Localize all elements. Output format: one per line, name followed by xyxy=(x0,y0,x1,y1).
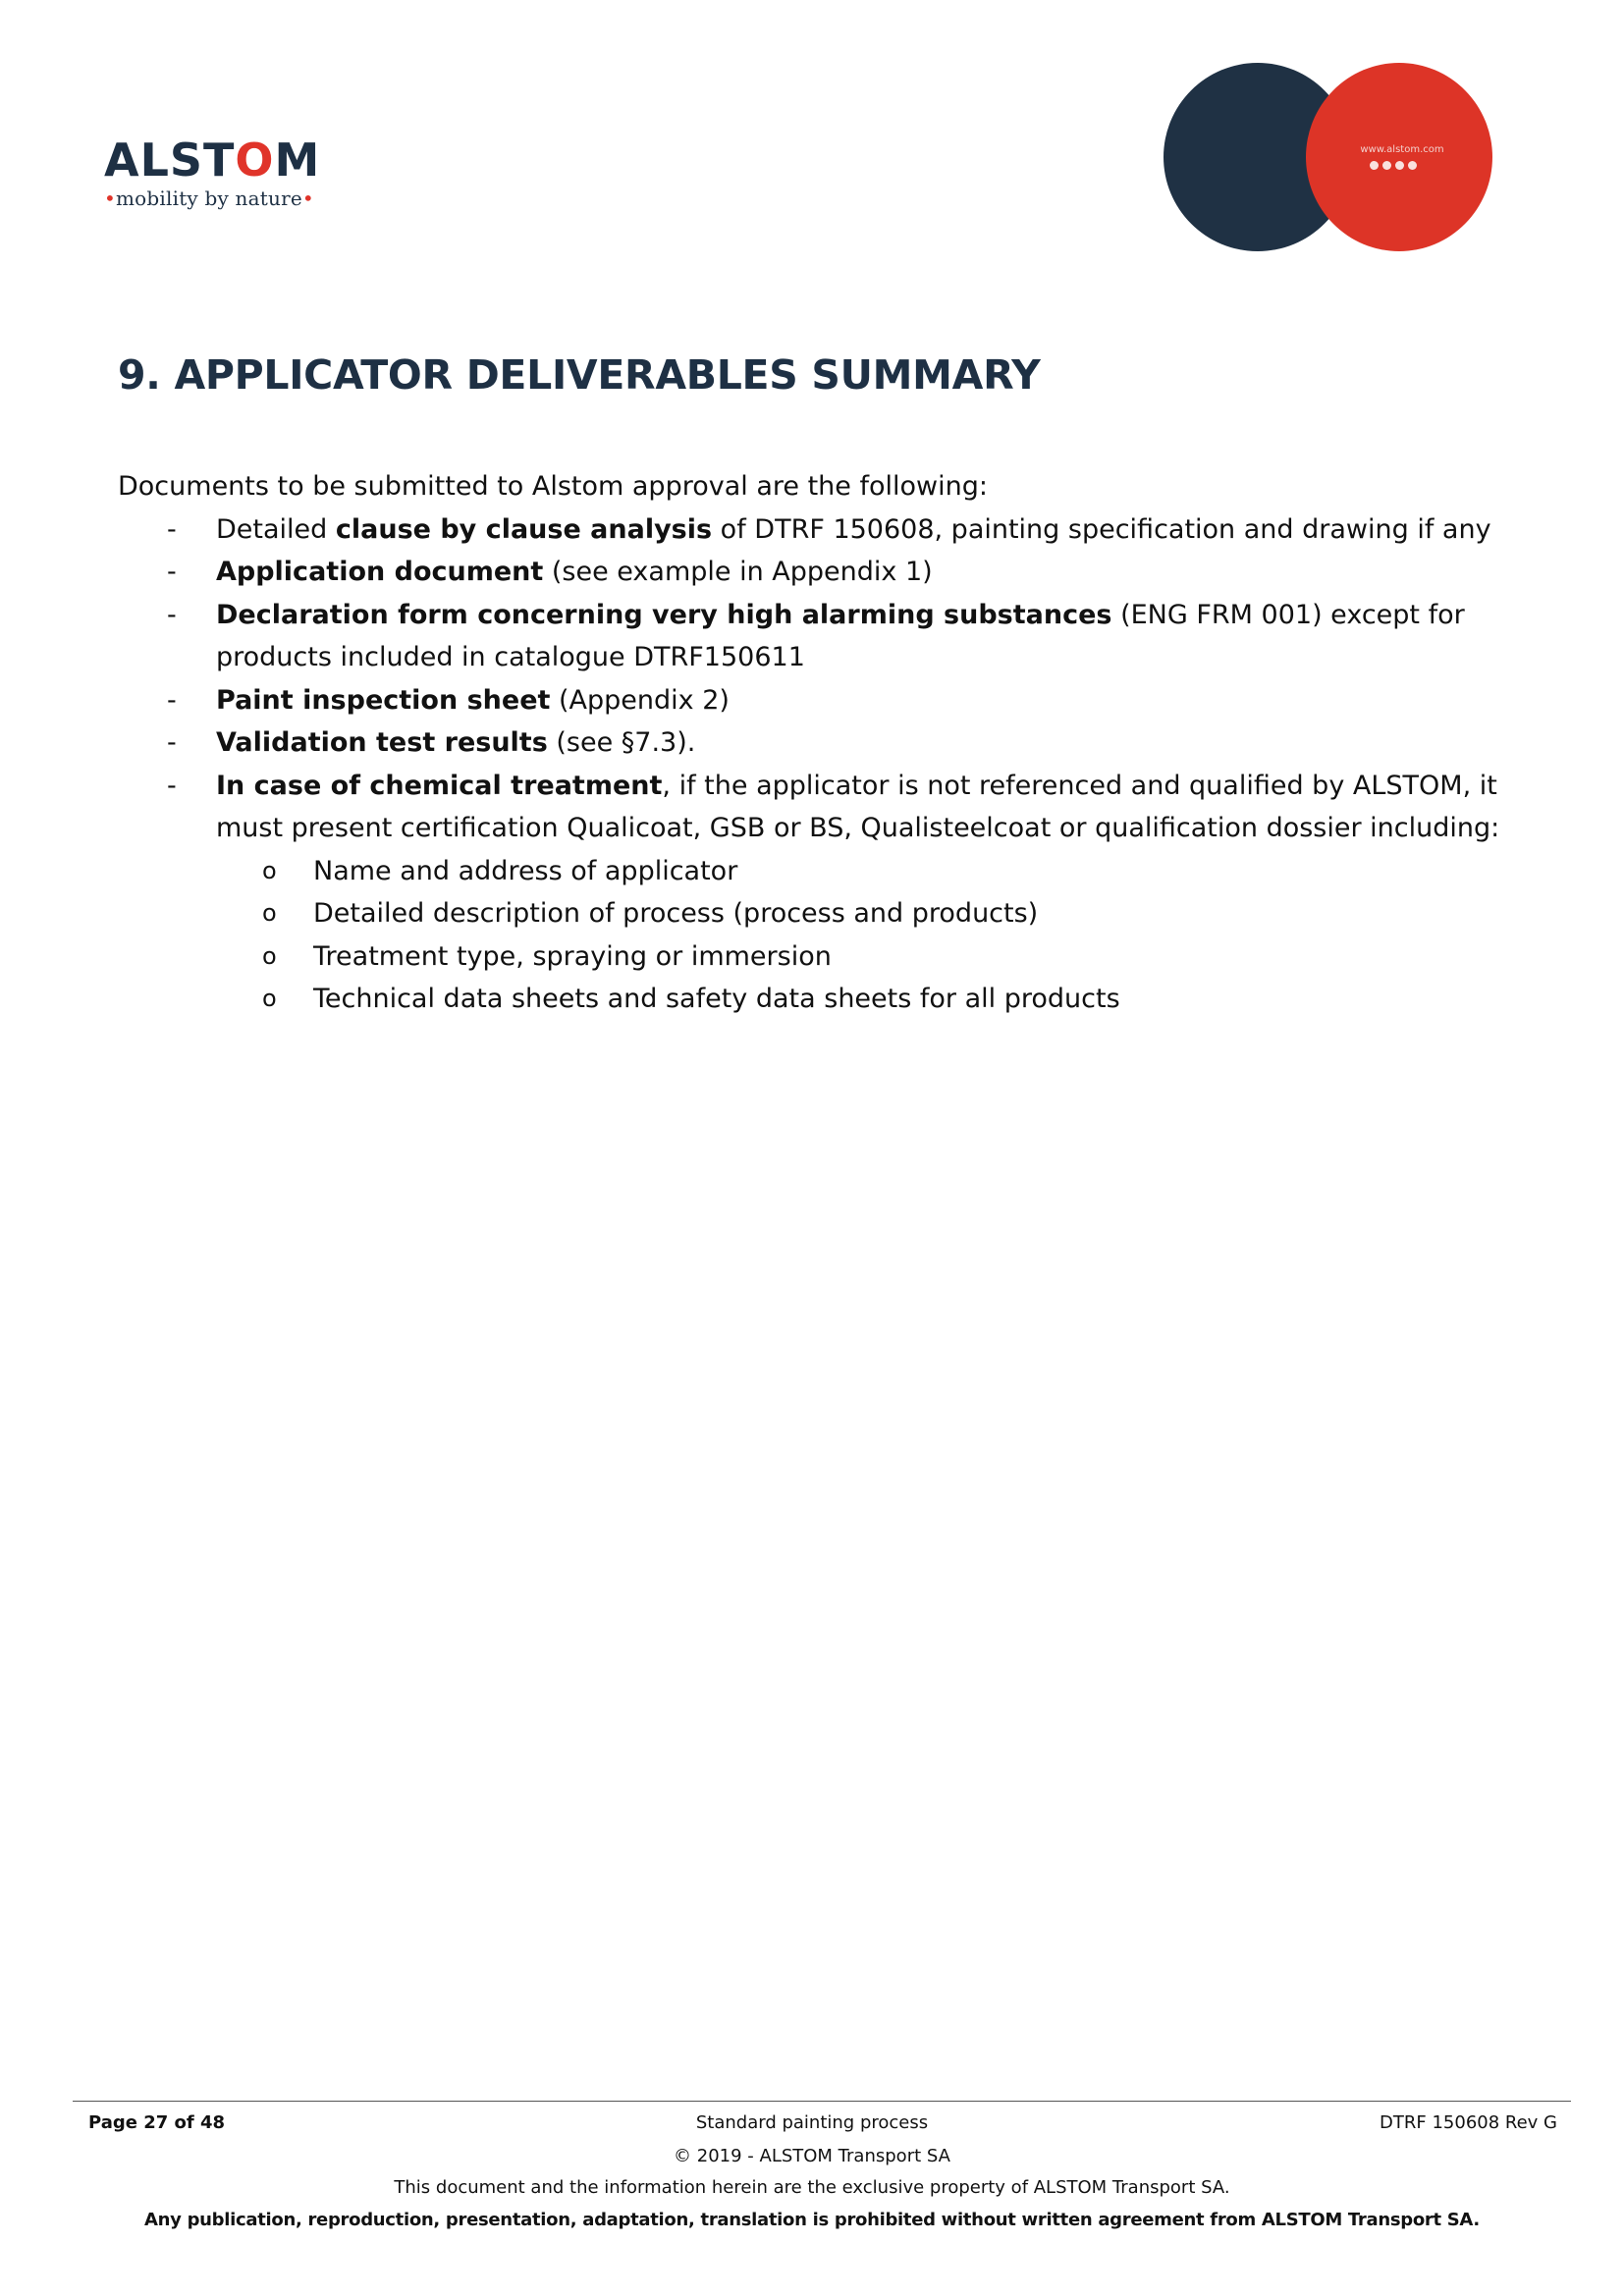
property-notice: This document and the information herein are the exclusive property of ALSTOM Transport SA. xyxy=(394,2177,1230,2198)
circle-marker: o xyxy=(262,856,277,884)
document-title: Standard painting process xyxy=(695,2112,929,2133)
list-item xyxy=(118,765,1512,1021)
dash-marker: - xyxy=(167,513,177,545)
circle-marker: o xyxy=(262,941,277,970)
item-text-bold: clause by clause analysis xyxy=(335,513,713,545)
dash-marker: - xyxy=(167,770,177,801)
dash-marker: - xyxy=(167,557,177,587)
social-icons xyxy=(1370,161,1417,170)
instagram-icon xyxy=(1395,161,1404,170)
item-text-post: (ENG FRM 001) except for products included in catalogue DTRF150611 xyxy=(216,599,1465,672)
sub-list xyxy=(216,850,1512,1021)
alstom-logo xyxy=(104,135,340,210)
list-item xyxy=(118,508,1512,552)
sub-list-item xyxy=(216,935,1512,979)
dash-marker: - xyxy=(167,684,177,716)
circle-marker: o xyxy=(262,985,277,1012)
item-text-bold: In case of chemical treatment xyxy=(216,770,663,801)
logo-word-post: M xyxy=(274,133,321,187)
section-heading: 9. APPLICATOR DELIVERABLES SUMMARY xyxy=(118,351,1041,399)
item-text-post: (Appendix 2) xyxy=(550,684,730,716)
item-text-post: (see example in Appendix 1) xyxy=(543,557,933,587)
item-text-bold: Declaration form concerning very high alarming substances xyxy=(216,599,1112,630)
sub-list-item xyxy=(216,892,1512,935)
logo-tagline-row xyxy=(104,187,340,210)
brand-circles xyxy=(1164,63,1497,251)
dash-marker: - xyxy=(167,727,177,758)
twitter-icon xyxy=(1382,161,1391,170)
item-text-post: (see §7.3). xyxy=(547,727,696,758)
sub-item-text: Name and address of applicator xyxy=(313,855,738,886)
reproduction-warning: Any publication, reproduction, presentation, adaptation, translation is prohibited without written agreement from ALSTOM Transport SA. xyxy=(144,2210,1480,2230)
circle-marker: o xyxy=(262,899,277,927)
linkedin-icon xyxy=(1408,161,1417,170)
tagline-dot-right: • xyxy=(301,187,314,210)
sub-item-text: Detailed description of process (process and products) xyxy=(313,898,1039,929)
dash-marker: - xyxy=(167,599,177,630)
list-item xyxy=(118,721,1512,765)
item-text-post: , if the applicator is not referenced and qualified by ALSTOM, it must present certification Qualicoat, GSB or BS, Qualisteelcoat or qualification dossier including: xyxy=(216,770,1500,843)
list-item xyxy=(118,594,1512,679)
item-text-bold: Paint inspection sheet xyxy=(216,684,551,716)
logo-wordmark xyxy=(104,135,340,185)
item-text-pre: Detailed xyxy=(216,513,336,545)
section-body xyxy=(118,465,1512,1021)
tagline-dot-left: • xyxy=(104,187,116,210)
intro-text: Documents to be submitted to Alstom approval are the following: xyxy=(118,471,988,502)
sub-list-item xyxy=(216,850,1512,893)
document-reference: DTRF 150608 Rev G xyxy=(1380,2112,1557,2133)
footer-divider xyxy=(73,2101,1571,2102)
facebook-icon xyxy=(1370,161,1379,170)
copyright-text: © 2019 - ALSTOM Transport SA xyxy=(674,2146,950,2166)
logo-word-pre: ALST xyxy=(104,133,236,187)
red-circle xyxy=(1306,63,1492,251)
list-item xyxy=(118,679,1512,722)
list-item xyxy=(118,551,1512,594)
logo-word-o: O xyxy=(235,133,275,187)
website-text: www.alstom.com xyxy=(1360,144,1444,155)
deliverables-list xyxy=(118,508,1512,1021)
item-text-post: of DTRF 150608, painting specification and drawing if any xyxy=(712,513,1491,545)
page-number: Page 27 of 48 xyxy=(88,2112,226,2133)
logo-tagline: mobility by nature xyxy=(116,187,302,210)
sub-item-text: Treatment type, spraying or immersion xyxy=(313,940,832,972)
sub-item-text: Technical data sheets and safety data sheets for all products xyxy=(313,984,1120,1014)
item-text-bold: Validation test results xyxy=(216,727,548,758)
item-text-bold: Application document xyxy=(216,557,544,587)
sub-list-item xyxy=(216,978,1512,1021)
